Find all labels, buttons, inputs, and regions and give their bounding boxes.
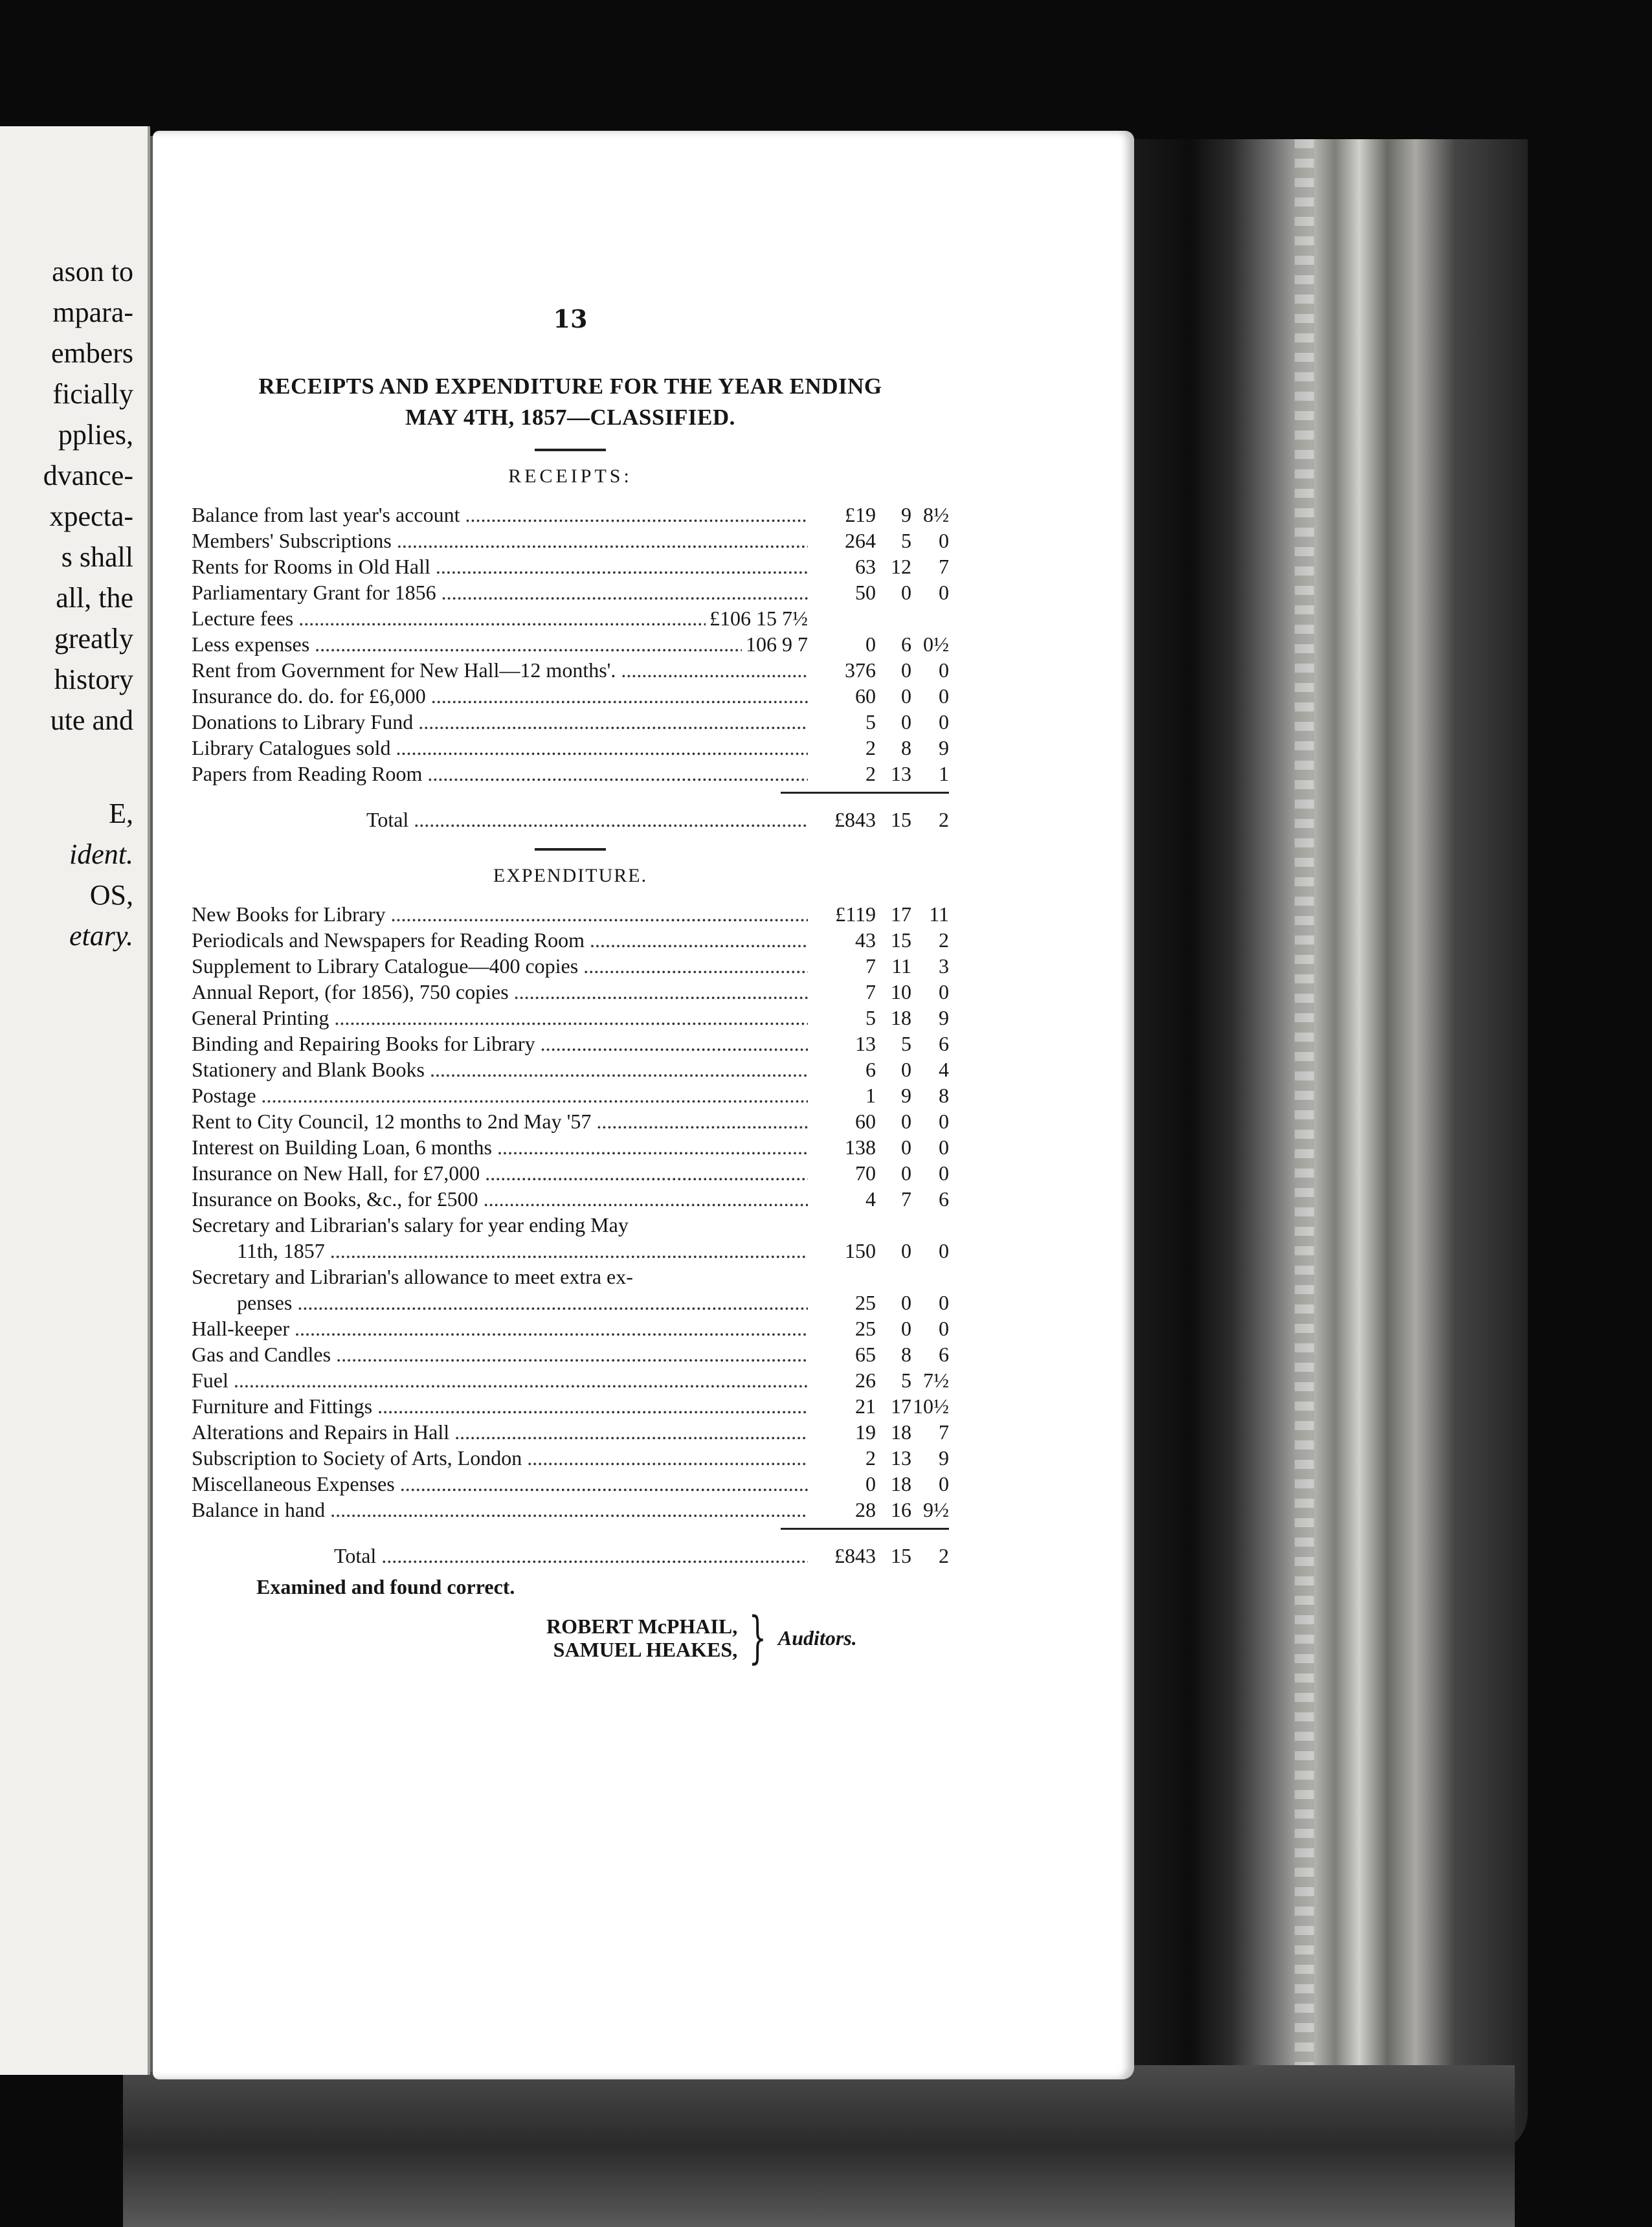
receipt-pence: 0 xyxy=(939,658,949,682)
left-page-line: all, the xyxy=(56,582,133,614)
left-page-line: ute and xyxy=(50,704,133,736)
expenditure-description-text: Alterations and Repairs in Hall xyxy=(192,1420,450,1444)
expenditure-description-text: Fuel xyxy=(192,1369,229,1392)
left-page-line: xpecta- xyxy=(49,500,133,532)
receipt-description xyxy=(192,735,808,761)
receipt-inline-amount: £106 15 7½ xyxy=(706,605,808,631)
receipt-pounds: 63 xyxy=(855,555,876,578)
expenditure-description-text: Balance in hand xyxy=(192,1498,326,1521)
left-page-line: s shall xyxy=(61,541,133,573)
expenditure-row xyxy=(192,1367,949,1393)
expenditure-pounds: £119 xyxy=(835,902,876,926)
receipt-row xyxy=(192,683,949,709)
expenditure-description xyxy=(192,1108,808,1134)
receipt-description xyxy=(192,528,808,554)
expenditure-shillings: 5 xyxy=(901,1369,911,1392)
expenditure-pence: 0 xyxy=(939,1110,949,1133)
expenditure-description xyxy=(192,1497,808,1523)
receipt-description-text: Balance from last year's account xyxy=(192,503,460,526)
expenditure-table xyxy=(192,901,949,1523)
receipt-row xyxy=(192,554,949,579)
expenditure-pounds: 6 xyxy=(865,1058,876,1081)
expenditure-heading: EXPENDITURE. xyxy=(493,865,648,886)
expenditure-pence: 8 xyxy=(939,1084,949,1107)
receipts-total-shillings: 15 xyxy=(891,808,911,831)
expenditure-shillings: 0 xyxy=(901,1110,911,1133)
expenditure-row xyxy=(192,1160,949,1186)
receipt-pounds: 60 xyxy=(855,684,876,708)
receipt-inline-amount: 106 9 7 xyxy=(742,631,808,657)
expenditure-row xyxy=(192,1212,949,1238)
expenditure-description-text: Supplement to Library Catalogue—400 copies xyxy=(192,954,579,978)
brace-glyph: } xyxy=(748,1606,767,1670)
auditors-signature xyxy=(546,1606,949,1670)
receipt-pence: 0 xyxy=(939,684,949,708)
receipt-description xyxy=(192,683,808,709)
expenditure-shillings: 0 xyxy=(901,1239,911,1262)
expenditure-row xyxy=(192,1005,949,1031)
expenditure-description-text: Miscellaneous Expenses xyxy=(192,1472,395,1495)
expenditure-row xyxy=(192,1341,949,1367)
receipt-description-text: Rents for Rooms in Old Hall xyxy=(192,555,430,578)
expenditure-description xyxy=(192,901,808,927)
receipts-heading: RECEIPTS: xyxy=(508,465,632,487)
receipt-pence: 0 xyxy=(939,710,949,733)
expenditure-description-text: Gas and Candles xyxy=(192,1343,331,1366)
receipts-table xyxy=(192,502,949,787)
expenditure-pounds: 4 xyxy=(865,1187,876,1211)
expenditure-total-row xyxy=(192,1543,949,1569)
receipt-description-text: Lecture fees xyxy=(192,607,294,630)
receipt-shillings: 12 xyxy=(891,555,911,578)
receipts-sum-rule xyxy=(781,792,949,794)
expenditure-row xyxy=(192,1238,949,1264)
examined-statement: Examined and found correct. xyxy=(256,1575,515,1598)
receipt-row xyxy=(192,528,949,554)
expenditure-pence: 0 xyxy=(939,1239,949,1262)
receipt-pence: 0 xyxy=(939,529,949,552)
expenditure-shillings: 7 xyxy=(901,1187,911,1211)
expenditure-description xyxy=(192,1393,808,1419)
expenditure-shillings: 13 xyxy=(891,1446,911,1470)
expenditure-pounds: 0 xyxy=(865,1472,876,1495)
expenditure-description xyxy=(192,1341,808,1367)
expenditure-pence: 0 xyxy=(939,980,949,1003)
expenditure-pence: 6 xyxy=(939,1032,949,1055)
expenditure-description xyxy=(192,1134,808,1160)
expenditure-pence: 7 xyxy=(939,1420,949,1444)
expenditure-description xyxy=(192,1057,808,1082)
receipt-description-text: Less expenses xyxy=(192,632,310,656)
expenditure-pence: 9 xyxy=(939,1446,949,1470)
expenditure-pence: 7½ xyxy=(923,1369,949,1392)
expenditure-description xyxy=(192,1031,808,1057)
receipt-description-text: Parliamentary Grant for 1856 xyxy=(192,581,436,604)
expenditure-pounds: 65 xyxy=(855,1343,876,1366)
expenditure-shillings: 17 xyxy=(891,1394,911,1418)
left-page-line: ident. xyxy=(69,838,133,870)
receipt-description-text: Members' Subscriptions xyxy=(192,529,392,552)
expenditure-pence: 9 xyxy=(939,1006,949,1029)
expenditure-description xyxy=(192,1419,808,1445)
expenditure-description-text: Hall-keeper xyxy=(192,1317,290,1340)
receipt-description xyxy=(192,709,808,735)
expenditure-row xyxy=(192,1031,949,1057)
expenditure-shillings: 0 xyxy=(901,1161,911,1185)
expenditure-description xyxy=(192,1238,808,1264)
expenditure-row xyxy=(192,1445,949,1471)
expenditure-pounds: 25 xyxy=(855,1317,876,1340)
expenditure-shillings: 0 xyxy=(901,1317,911,1340)
expenditure-description-text: Insurance on New Hall, for £7,000 xyxy=(192,1161,480,1185)
expenditure-description xyxy=(192,1367,808,1393)
expenditure-pence: 4 xyxy=(939,1058,949,1081)
auditors-label: Auditors. xyxy=(777,1626,857,1650)
expenditure-pounds: 1 xyxy=(865,1084,876,1107)
expenditure-pence: 3 xyxy=(939,954,949,978)
expenditure-shillings: 9 xyxy=(901,1084,911,1107)
receipt-description xyxy=(192,657,808,683)
expenditure-row xyxy=(192,1186,949,1212)
expenditure-shillings: 10 xyxy=(891,980,911,1003)
receipt-description xyxy=(192,761,808,787)
expenditure-description xyxy=(192,1005,808,1031)
expenditure-pence: 0 xyxy=(939,1472,949,1495)
expenditure-description xyxy=(192,979,808,1005)
expenditure-total-shillings: 15 xyxy=(891,1544,911,1567)
expenditure-description-text: Annual Report, (for 1856), 750 copies xyxy=(192,980,509,1003)
expenditure-description-text: Furniture and Fittings xyxy=(192,1394,373,1418)
expenditure-row xyxy=(192,1419,949,1445)
receipt-row xyxy=(192,631,949,657)
receipt-pounds: 376 xyxy=(845,658,876,682)
left-page-line: OS, xyxy=(89,879,133,911)
receipt-shillings: 6 xyxy=(901,632,911,656)
receipts-total-pounds: £843 xyxy=(834,808,876,831)
expenditure-description xyxy=(192,1471,808,1497)
receipt-shillings: 5 xyxy=(901,529,911,552)
expenditure-description-text: Secretary and Librarian's salary for year ending May xyxy=(192,1213,629,1237)
receipt-pounds: 264 xyxy=(845,529,876,552)
auditor-2: SAMUEL HEAKES, xyxy=(553,1638,738,1661)
receipt-description xyxy=(192,579,808,605)
receipt-pounds: 2 xyxy=(865,762,876,785)
expenditure-pence: 0 xyxy=(939,1291,949,1314)
receipt-row xyxy=(192,735,949,761)
expenditure-row xyxy=(192,1057,949,1082)
expenditure-pounds: 43 xyxy=(855,928,876,952)
receipt-shillings: 9 xyxy=(901,503,911,526)
receipt-pence: 8½ xyxy=(923,503,949,526)
left-page-line: pplies, xyxy=(58,419,133,451)
expenditure-row xyxy=(192,979,949,1005)
left-page-line: mpara- xyxy=(52,297,133,328)
expenditure-row xyxy=(192,953,949,979)
expenditure-row xyxy=(192,1290,949,1315)
expenditure-total-pounds: £843 xyxy=(834,1544,876,1567)
expenditure-description-text: Insurance on Books, &c., for £500 xyxy=(192,1187,478,1211)
page-edges xyxy=(1126,139,1528,2153)
auditor-1: ROBERT McPHAIL, xyxy=(546,1615,738,1638)
expenditure-description xyxy=(192,927,808,953)
expenditure-row xyxy=(192,1134,949,1160)
expenditure-total-label: Total ..... xyxy=(192,1543,808,1569)
expenditure-row xyxy=(192,1393,949,1419)
expenditure-description-text: Postage xyxy=(192,1084,256,1107)
receipt-description xyxy=(192,605,808,631)
expenditure-shillings: 11 xyxy=(891,954,911,978)
expenditure-description-text: penses xyxy=(237,1291,293,1314)
expenditure-pounds: 70 xyxy=(855,1161,876,1185)
expenditure-pounds: 21 xyxy=(855,1394,876,1418)
book-bottom-edge xyxy=(123,2065,1515,2227)
receipt-description-text: Insurance do. do. for £6,000 xyxy=(192,684,426,708)
receipts-total-pence: 2 xyxy=(939,808,949,831)
expenditure-shillings: 5 xyxy=(901,1032,911,1055)
expenditure-total-pence: 2 xyxy=(939,1544,949,1567)
expenditure-pence: 11 xyxy=(929,902,949,926)
receipt-description-text: Donations to Library Fund xyxy=(192,710,414,733)
expenditure-pounds: 2 xyxy=(865,1446,876,1470)
receipt-shillings: 13 xyxy=(891,762,911,785)
section-rule xyxy=(535,848,606,851)
receipt-row xyxy=(192,657,949,683)
receipt-description-text: Papers from Reading Room xyxy=(192,762,423,785)
expenditure-pounds: 150 xyxy=(845,1239,876,1262)
expenditure-row xyxy=(192,1315,949,1341)
title-line-2: MAY 4TH, 1857—CLASSIFIED. xyxy=(405,405,735,430)
expenditure-shillings: 18 xyxy=(891,1006,911,1029)
expenditure-description xyxy=(192,1186,808,1212)
expenditure-sum-rule xyxy=(781,1528,949,1530)
expenditure-pence: 2 xyxy=(939,928,949,952)
receipt-row xyxy=(192,605,949,631)
expenditure-description-text: General Printing xyxy=(192,1006,329,1029)
expenditure-pounds: 7 xyxy=(865,980,876,1003)
receipt-description xyxy=(192,502,808,528)
expenditure-row xyxy=(192,901,949,927)
expenditure-description xyxy=(192,1290,808,1315)
expenditure-pence: 6 xyxy=(939,1343,949,1366)
receipt-pence: 0½ xyxy=(923,632,949,656)
title-rule xyxy=(535,449,606,451)
expenditure-description xyxy=(192,1160,808,1186)
receipt-shillings: 0 xyxy=(901,710,911,733)
receipt-pence: 9 xyxy=(939,736,949,759)
expenditure-description-text: Secretary and Librarian's allowance to meet extra ex- xyxy=(192,1265,633,1288)
left-page-line: dvance- xyxy=(43,460,133,491)
left-page-line: embers xyxy=(50,337,133,369)
page-content xyxy=(192,304,949,1670)
expenditure-description-text: Periodicals and Newspapers for Reading Room xyxy=(192,928,585,952)
expenditure-description xyxy=(192,1212,808,1238)
expenditure-row xyxy=(192,1082,949,1108)
expenditure-pounds: 7 xyxy=(865,954,876,978)
expenditure-shillings: 18 xyxy=(891,1420,911,1444)
receipt-pence: 7 xyxy=(939,555,949,578)
receipt-pounds: 2 xyxy=(865,736,876,759)
expenditure-shillings: 16 xyxy=(891,1498,911,1521)
expenditure-shillings: 0 xyxy=(901,1136,911,1159)
receipt-row xyxy=(192,709,949,735)
receipt-pounds: £19 xyxy=(845,503,876,526)
receipt-row xyxy=(192,579,949,605)
expenditure-pounds: 19 xyxy=(855,1420,876,1444)
receipt-row xyxy=(192,761,949,787)
expenditure-pounds: 5 xyxy=(865,1006,876,1029)
title-line-1: RECEIPTS AND EXPENDITURE FOR THE YEAR ENDING xyxy=(258,374,882,399)
expenditure-pence: 0 xyxy=(939,1317,949,1340)
auditor-names xyxy=(546,1615,737,1661)
receipt-pounds: 0 xyxy=(865,632,876,656)
receipt-pence: 1 xyxy=(939,762,949,785)
expenditure-pence: 10½ xyxy=(913,1394,949,1418)
expenditure-row xyxy=(192,1471,949,1497)
expenditure-description-text: Stationery and Blank Books xyxy=(192,1058,425,1081)
expenditure-pounds: 26 xyxy=(855,1369,876,1392)
receipt-shillings: 0 xyxy=(901,658,911,682)
left-page-line: etary. xyxy=(69,920,133,952)
expenditure-description-text: Rent to City Council, 12 months to 2nd May '57 xyxy=(192,1110,592,1133)
page-number: 13 xyxy=(553,304,588,333)
expenditure-description-text: New Books for Library xyxy=(192,902,386,926)
expenditure-row xyxy=(192,927,949,953)
expenditure-pounds: 60 xyxy=(855,1110,876,1133)
expenditure-pounds: 25 xyxy=(855,1291,876,1314)
expenditure-description xyxy=(192,1082,808,1108)
expenditure-pence: 0 xyxy=(939,1161,949,1185)
expenditure-pence: 0 xyxy=(939,1136,949,1159)
receipt-description xyxy=(192,554,808,579)
expenditure-row xyxy=(192,1108,949,1134)
expenditure-shillings: 18 xyxy=(891,1472,911,1495)
expenditure-description-text: Interest on Building Loan, 6 months xyxy=(192,1136,492,1159)
left-page-line: ficially xyxy=(52,378,133,410)
expenditure-description-text: 11th, 1857 xyxy=(237,1239,325,1262)
left-page-line: ason to xyxy=(52,256,133,287)
receipts-total-row xyxy=(192,807,949,833)
receipt-description-text: Rent from Government for New Hall—12 months'. xyxy=(192,658,616,682)
left-page-line: greatly xyxy=(54,623,133,655)
expenditure-pence: 9½ xyxy=(923,1498,949,1521)
expenditure-shillings: 8 xyxy=(901,1343,911,1366)
expenditure-shillings: 15 xyxy=(891,928,911,952)
expenditure-description xyxy=(192,953,808,979)
expenditure-description xyxy=(192,1264,808,1290)
expenditure-shillings: 0 xyxy=(901,1058,911,1081)
expenditure-description-text: Binding and Repairing Books for Library xyxy=(192,1032,535,1055)
left-page-line: E, xyxy=(109,798,133,829)
receipt-row xyxy=(192,502,949,528)
expenditure-description xyxy=(192,1445,808,1471)
expenditure-shillings: 17 xyxy=(891,902,911,926)
receipt-pence: 0 xyxy=(939,581,949,604)
receipt-shillings: 0 xyxy=(901,684,911,708)
receipt-shillings: 8 xyxy=(901,736,911,759)
receipt-pounds: 5 xyxy=(865,710,876,733)
expenditure-row xyxy=(192,1497,949,1523)
expenditure-pounds: 13 xyxy=(855,1032,876,1055)
receipt-pounds: 50 xyxy=(855,581,876,604)
left-page xyxy=(0,126,150,2075)
receipt-description-text: Library Catalogues sold xyxy=(192,736,391,759)
expenditure-pounds: 138 xyxy=(845,1136,876,1159)
page-title xyxy=(192,371,949,433)
expenditure-pence: 6 xyxy=(939,1187,949,1211)
receipts-total-label: Total ..... xyxy=(192,807,808,833)
expenditure-pounds: 28 xyxy=(855,1498,876,1521)
receipt-shillings: 0 xyxy=(901,581,911,604)
expenditure-shillings: 0 xyxy=(901,1291,911,1314)
receipt-description xyxy=(192,631,808,657)
left-page-line: history xyxy=(54,664,133,695)
expenditure-description-text: Subscription to Society of Arts, London xyxy=(192,1446,522,1470)
expenditure-row xyxy=(192,1264,949,1290)
expenditure-description xyxy=(192,1315,808,1341)
